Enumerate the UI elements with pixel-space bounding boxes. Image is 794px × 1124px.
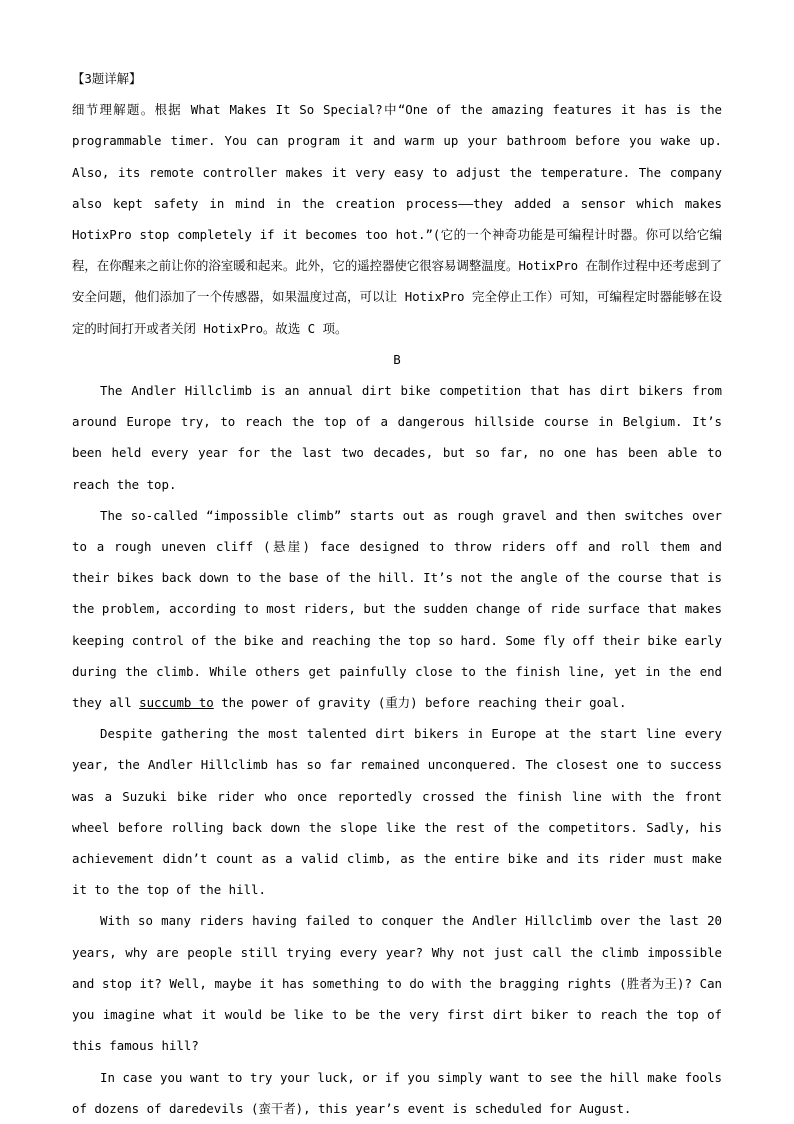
passage-paragraph-1: The Andler Hillclimb is an annual dirt bike competition that has dirt bikers from around Europe try, to reach the top of a dangerous hillside course in Belgium. It’s been held every year for the last two decades, but so far, no one has been able to reach the top. xyxy=(72,383,722,492)
section-label: B xyxy=(393,351,401,367)
passage-paragraph-3: Despite gathering the most talented dirt bikers in Europe at the start line every year, the Andler Hillclimb has so far remained unconquered. The closest one to success was a Suzuki bike rider who once reportedly crossed the finish line with the front wheel before rolling back down the slope like the rest of the competitors. Sadly, his achievement didn’t count as a valid climb, as the entire bike and its rider must make it to the top of the hill. xyxy=(72,726,722,898)
underlined-phrase: succumb to xyxy=(139,695,214,711)
passage-paragraph-4: With so many riders having failed to conquer the Andler Hillclimb over the last 20 years, why are people still trying every year? Why not just call the climb impossible and stop it? Well, maybe it has something to do with the bragging rights (胜者为王)? Can you imagine what it would be like to be the very first dirt biker to reach the top of this famous hill? xyxy=(72,913,722,1054)
paragraph-text: The so-called “impossible climb” starts out as rough gravel and then switches over to a rough uneven cliff (悬崖) face designed to throw riders off and roll them and their bikes back down to the base of the hill. It’s not the angle of the course that is the problem, according to most riders, but the sudden change of ride surface that makes keeping control of the bike and reaching the top so hard. Some fly off their bike early during the climb. While others get painfully close to the finish line, yet in the end they all xyxy=(72,507,722,711)
document-page xyxy=(72,63,722,1124)
passage-paragraph-5: In case you want to try your luck, or if you simply want to see the hill make fools of dozens of daredevils (蛮干者), this year’s event is scheduled for August. xyxy=(72,1069,722,1116)
answer-heading: 【3题详解】 xyxy=(72,71,142,86)
paragraph-text: the power of gravity (重力) before reaching their goal. xyxy=(213,695,627,711)
answer-explanation: 细节理解题。根据 What Makes It So Special?中“One of the amazing features it has is the programmable timer. You can program it and warm up your bathroom before you wake up. Also, its remote controller makes it very easy to adjust the temperature. The company also kept safety in mind in the creation process——they added a sensor which makes HotixPro stop completely if it becomes too hot.”(它的一个神奇功能是可编程计时器。你可以给它编程，在你醒来之前让你的浴室暖和起来。此外，它的遥控器使它很容易调整温度。HotixPro 在制作过程中还考虑到了安全问题，他们添加了一个传感器，如果温度过高，可以让 HotixPro 完全停止工作）可知，可编程定时器能够在设定的时间打开或者关闭 HotixPro。故选 C 项。 xyxy=(72,102,722,336)
passage-paragraph-2 xyxy=(72,500,722,718)
